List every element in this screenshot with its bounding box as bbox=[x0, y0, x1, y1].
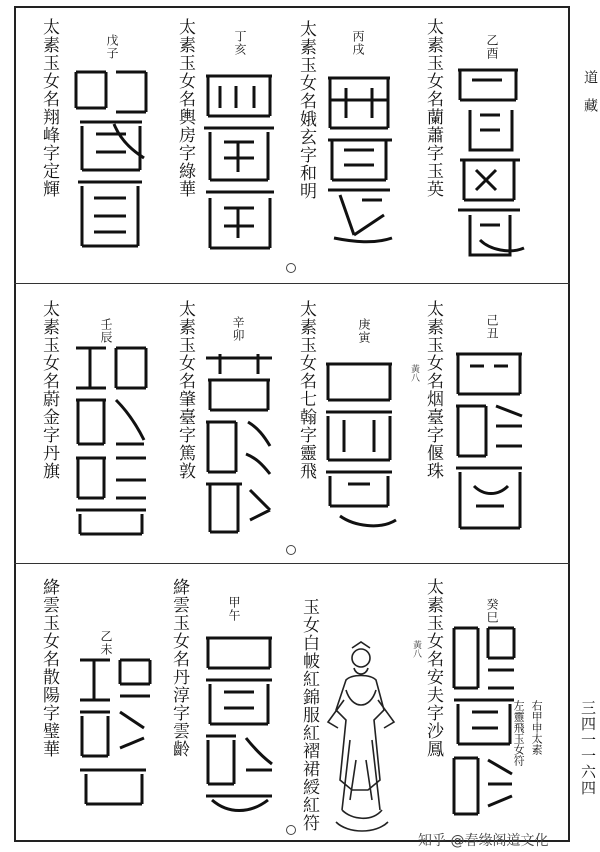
talisman-title: 絳雲玉女名散陽字璧華 bbox=[39, 578, 59, 758]
binding-hole bbox=[286, 545, 296, 555]
ganzhi-label: 乙未 bbox=[99, 630, 113, 656]
talisman-glyph bbox=[200, 350, 280, 540]
row-divider bbox=[14, 283, 570, 284]
talisman-glyph bbox=[74, 652, 154, 812]
talisman-title: 太素玉女名娥玄字和明 bbox=[296, 20, 316, 200]
ganzhi-label: 乙酉 bbox=[485, 34, 499, 60]
talisman-title: 太素玉女名蘭蕭字玉英 bbox=[423, 18, 443, 198]
talisman-glyph bbox=[70, 340, 152, 540]
page-number: 三四一一六四 bbox=[579, 700, 597, 796]
talisman-title: 太素玉女名蔚金字丹旗 bbox=[39, 300, 59, 480]
ganzhi-label: 壬辰 bbox=[99, 318, 113, 344]
talisman-glyph bbox=[448, 620, 520, 820]
figure-caption: 玉女白帔紅錦服紅褶裙綬紅符 bbox=[299, 598, 319, 832]
binding-hole bbox=[286, 263, 296, 273]
talisman-glyph bbox=[70, 64, 152, 254]
row-divider bbox=[14, 563, 570, 564]
side-title: 道藏 bbox=[582, 70, 598, 126]
side-note: 左靈飛玉女符 bbox=[512, 700, 526, 766]
talisman-title: 太素玉女名輿房字綠華 bbox=[175, 18, 195, 198]
talisman-title: 太素玉女名翔峰字定輝 bbox=[39, 18, 59, 198]
binding-hole bbox=[286, 825, 296, 835]
side-note: 右甲申太素 bbox=[530, 700, 544, 755]
talisman-title: 太素玉女名七翰字靈飛 bbox=[296, 300, 316, 480]
ganzhi-label: 辛卯 bbox=[231, 316, 245, 342]
talisman-glyph bbox=[200, 630, 280, 820]
talisman-glyph bbox=[320, 356, 400, 536]
ganzhi-label: 甲午 bbox=[227, 596, 241, 622]
talisman-glyph bbox=[200, 68, 280, 253]
talisman-glyph bbox=[450, 60, 530, 265]
ganzhi-label: 癸巳 bbox=[485, 598, 499, 624]
ganzhi-label: 己丑 bbox=[485, 314, 499, 340]
jade-maiden-figure bbox=[316, 640, 406, 840]
talisman-glyph bbox=[322, 70, 397, 250]
ganzhi-label: 丙戌 bbox=[351, 30, 365, 56]
annotation: 黃八 bbox=[411, 640, 421, 658]
ganzhi-label: 丁亥 bbox=[233, 30, 247, 56]
talisman-glyph bbox=[450, 346, 530, 536]
ganzhi-label: 戊子 bbox=[105, 34, 119, 60]
talisman-title: 太素玉女名安夫字沙鳳 bbox=[423, 578, 443, 758]
watermark: 知乎 @春缘阁道文化 bbox=[418, 833, 549, 849]
talisman-title: 太素玉女名烟臺字偃珠 bbox=[423, 300, 443, 480]
annotation: 黃八 bbox=[409, 364, 419, 382]
talisman-title: 太素玉女名肇臺字篤敦 bbox=[175, 300, 195, 480]
ganzhi-label: 庚寅 bbox=[357, 318, 371, 344]
talisman-title: 絳雲玉女名丹淳字雲齡 bbox=[169, 578, 189, 758]
